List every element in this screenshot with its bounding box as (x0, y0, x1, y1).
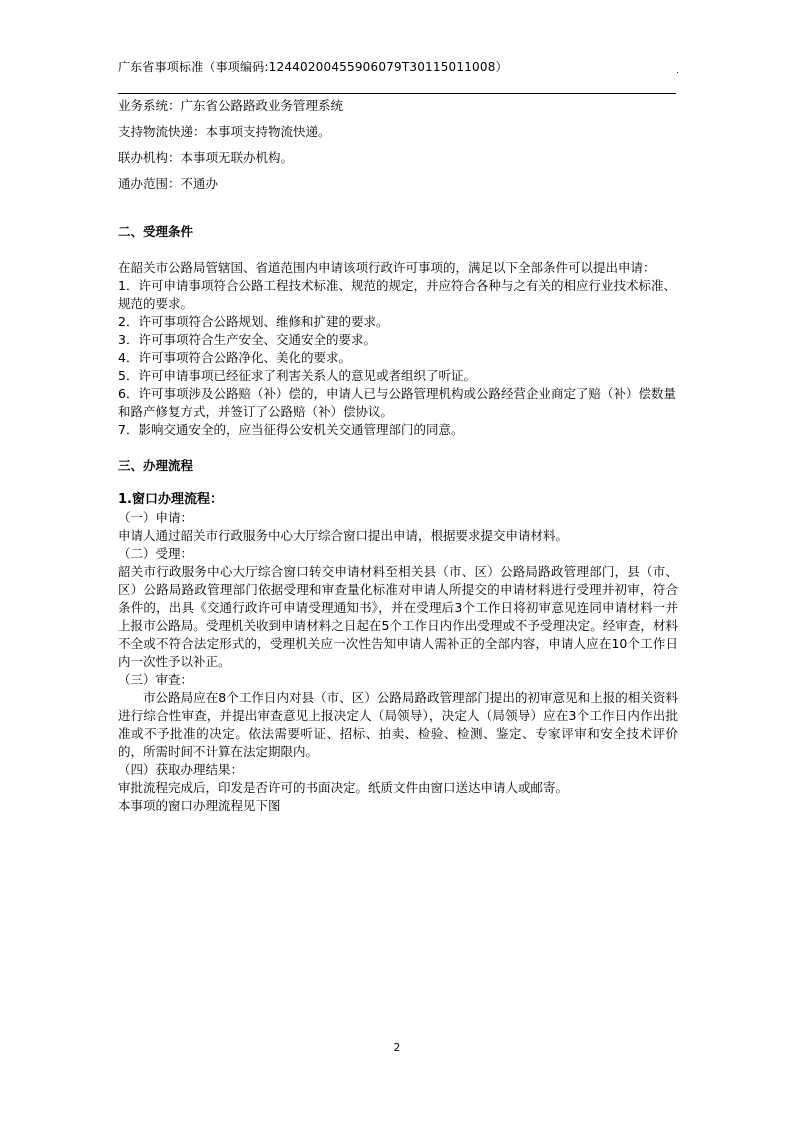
window-process-subtitle: 1.窗口办理流程： (118, 492, 223, 507)
condition-item-3: 3．许可事项符合生产安全、交通安全的要求。 (118, 332, 376, 347)
step-accept-text: 韶关市行政服务中心大厅综合窗口转交申请材料至相关县（市、区）公路局路政管理部门，县（市、区）公路局路政管理部门依据受理和审查量化标准对申请人所提交的申请材料进行受理并初审，符合条件的，出具《交通行政许可申请受理通知书》，并在受理后3个工作日将初审意见连同申请材料一并上报市公路局。受理机关收到申请材料之日起在5个工作日内作出受理或不予受理决定。经审查，材料不全或不符合法定形式的，受理机关应一次性告知申请人需补正的全部内容，申请人应在10个工作日内一次性予以补正。 (118, 564, 678, 669)
logistics-line: 支持物流快递：本事项支持物流快递。 (118, 124, 331, 139)
joint-agency-line: 联办机构：本事项无联办机构。 (118, 150, 294, 165)
condition-item-6: 6．许可事项涉及公路赔（补）偿的，申请人已与公路管理机构或公路经营企业商定了赔（补）偿数量和路产修复方式，并签订了公路赔（补）偿协议。 (118, 386, 676, 419)
step-accept-title: （二）受理： (118, 546, 194, 561)
section-acceptance-conditions-title: 二、受理条件 (118, 224, 194, 239)
acceptance-intro: 在韶关市公路局管辖国、省道范围内申请该项行政许可事项的，满足以下全部条件可以提出申请： (118, 260, 656, 275)
step-result-title: （四）获取办理结果： (118, 762, 244, 777)
section-process-title: 三、办理流程 (118, 458, 194, 473)
header-divider (118, 93, 676, 94)
step-apply-title: （一）申请： (118, 510, 194, 525)
flow-chart-note: 本事项的窗口办理流程见下图 (118, 798, 281, 813)
condition-item-7: 7．影响交通安全的，应当征得公安机关交通管理部门的同意。 (118, 422, 464, 437)
condition-item-2: 2．许可事项符合公路规划、维修和扩建的要求。 (118, 314, 389, 329)
step-review-title: （三）审查： (118, 672, 194, 687)
condition-item-1: 1．许可申请事项符合公路工程技术标准、规范的规定，并应符合各种与之有关的相应行业技术标准、规范的要求。 (118, 278, 676, 311)
step-review-text: 市公路局应在8个工作日内对县（市、区）公路局路政管理部门提出的初审意见和上报的相关资料进行综合性审查，并提出审查意见上报决定人（局领导），决定人（局领导）应在3个工作日内作出批准或不予批准的决定。依法需要听证、招标、拍卖、检验、检测、鉴定、专家评审和安全技术评价的，所需时间不计算在法定期限内。 (118, 690, 678, 759)
condition-item-5: 5．许可申请事项已经征求了利害关系人的意见或者组织了听证。 (118, 368, 476, 383)
business-system-line: 业务系统：广东省公路路政业务管理系统 (118, 98, 344, 113)
condition-item-4: 4．许可事项符合公路净化、美化的要求。 (118, 350, 351, 365)
page-number: 2 (393, 1042, 401, 1054)
step-result-text: 审批流程完成后，印发是否许可的书面决定。纸质文件由窗口送达申请人或邮寄。 (118, 780, 569, 795)
step-apply-text: 申请人通过韶关市行政服务中心大厅综合窗口提出申请，根据要求提交申请材料。 (118, 528, 569, 543)
document-body (118, 97, 678, 815)
scope-line: 通办范围：不通办 (118, 176, 219, 191)
page-header-title: 广东省事项标准（事项编码:12440200455906079T30115011008） (118, 60, 508, 74)
header-dot: . (676, 66, 679, 76)
